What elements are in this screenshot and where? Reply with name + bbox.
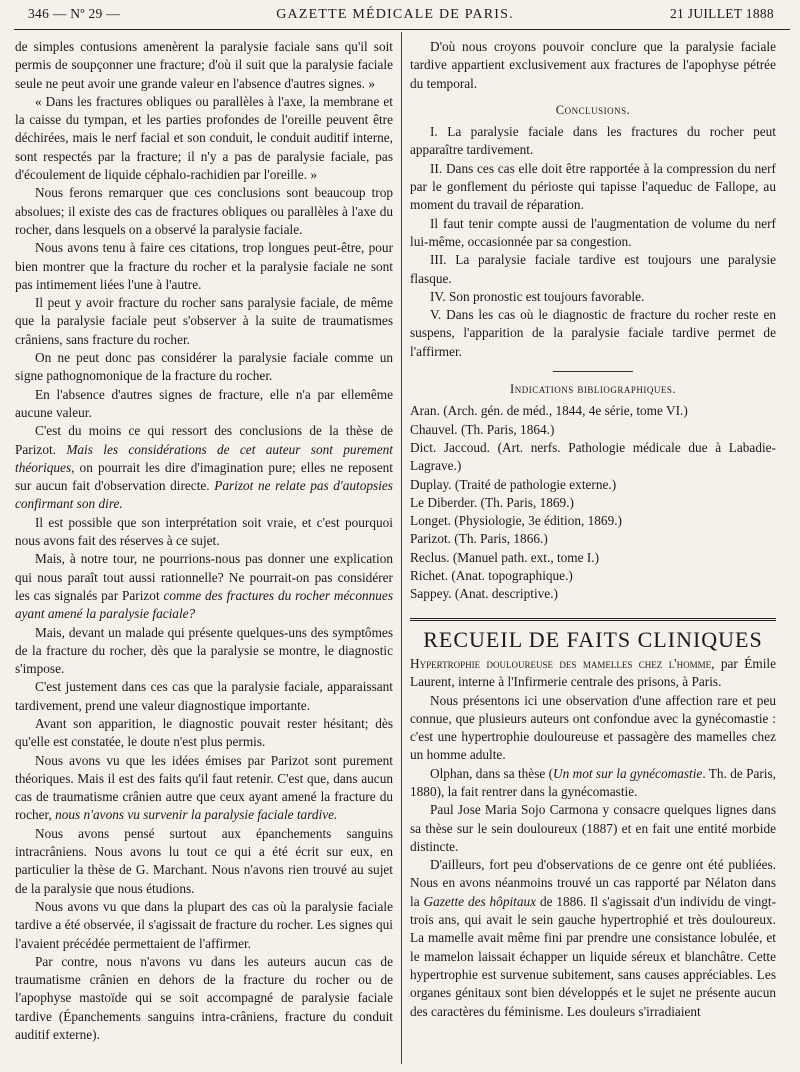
bibliography-entry: Parizot. (Th. Paris, 1866.) (410, 531, 548, 547)
paragraph: Il peut y avoir fracture du rocher sans paralysie faciale, de même que la paralysie faciale peut s'observer à la suite de traumatismes crâniens, sans fracture du rocher. (15, 295, 393, 347)
paragraph: Nous présentons ici une observation d'une affection rare et peu connue, que plusieurs auteurs ont confondue avec la gynécomastie : c'est une hypertrophie douloureuse et passagère des mamelles chez un homme adulte. (410, 692, 776, 763)
section-rule (553, 371, 633, 372)
paragraph: de simples contusions amenèrent la paralysie faciale sans qu'il soit permis de soupçonner une fracture; d'où il suit que la paralysie faciale seule ne peut avoir une grande valeur en l'absence d'autres signes. » (15, 39, 393, 91)
paragraph: « Dans les fractures obliques ou parallèles à l'axe, la membrane et la caisse du tympan, et les parties profondes de l'oreille peuvent être déchirées, mais le nerf facial et son conduit, le conduit auditif interne, sont respectés par la fracture; il n'y a pas de paralysie faciale, pas d'écoulement de liquide céphalo-rachidien par l'oreille. » (15, 93, 393, 183)
paragraph: En l'absence d'autres signes de fracture, elle n'a par ellemême aucune valeur. (15, 386, 393, 420)
conclusion-item: II. Dans ces cas elle doit être rapportée à la compression du nerf par le gonflement du périoste qui tapisse l'aqueduc de Fallope, au moment du travail de réparation. (410, 160, 776, 213)
left-column (15, 38, 393, 1044)
paragraph: Nous avons pensé surtout aux épanchements sanguins intracrâniens. Nous avons lu tout ce qui a été écrit sur eux, en particulier la thèse de G. Marchant. Nous n'avons rien trouvé au sujet de la paralysie que nous étudions. (15, 825, 393, 896)
paragraph: D'où nous croyons pouvoir conclure que la paralysie faciale tardive appartient exclusivement aux fractures de l'apophyse pétrée du temporal. (410, 39, 776, 91)
paragraph: Mais, à notre tour, ne pourrions-nous pas donner une explication qui nous paraît tout aussi rationnelle? Ne pourrait-on pas considérer les cas signalés par Parizot comme des fractures du rocher méconnues ayant amené la paralysie faciale? (15, 551, 393, 622)
page-number: 346 — Nº 29 — (28, 6, 121, 21)
paragraph: Nous avons tenu à faire ces citations, trop longues peut-être, pour bien montrer que la fracture du rocher et la paralysie faciale ne sont pas intimement liées l'une à l'autre. (15, 240, 393, 292)
paragraph: Nous avons vu que les idées émises par Parizot sont purement théoriques. Mais il est des faits qu'il faut retenir. C'est que, dans aucun cas de traumatisme crânien autre que ceux ayant amené la fracture du rocher, nous n'avons vu survenir la paralysie faciale tardive. (15, 752, 393, 823)
bibliography-list (410, 402, 776, 603)
conclusion-item: Il faut tenir compte aussi de l'augmentation de volume du nerf lui-même, occasionnée par sa congestion. (410, 215, 776, 249)
paragraph: D'ailleurs, fort peu d'observations de ce genre ont été publiées. Nous en avons néanmoins trouvé un cas rapporté par Nélaton dans la Gazette des hôpitaux de 1886. Il s'agissait d'un individu de vingt-trois ans, qui avait le sein gauche hypertrophié et très douloureux. La mamelle avait même fini par prendre une consistance lobulée, et le mamelon laissait échapper un liquide séreux et blanchâtre. Cette hypertrophie est survenue subitement, sans causes appréciables. Les organes génitaux sont bien développés et le sujet ne présente aucun des caractères du féminisme. Les douleurs s'irradiaient (410, 857, 777, 1019)
journal-title: GAZETTE MÉDICALE DE PARIS. (276, 7, 514, 22)
bibliography-heading: Indications bibliographiques. (510, 382, 676, 397)
bibliography-entry: Aran. (Arch. gén. de méd., 1844, 4e série, tome VI.) (410, 403, 688, 419)
paragraph: Il est possible que son interprétation soit vraie, et c'est pourquoi nous avons fait des réserves à ce sujet. (15, 514, 393, 549)
bibliography-entry: Richet. (Anat. topographique.) (410, 568, 573, 584)
paragraph: Par contre, nous n'avons vu dans les auteurs aucun cas de traumatisme crânien en dehors de la fracture du rocher ou de l'apophyse mastoïde qui se soit accompagné de paralysie faciale tardive (Épanchements sanguins intra-crâniens, fracture du conduit auditif externe). (15, 953, 393, 1043)
paragraph: Olphan, dans sa thèse (Un mot sur la gynécomastie. Th. de Paris, 1880), la fait rentrer dans la gynécomastie. (410, 765, 777, 799)
paragraph: Nous avons vu que dans la plupart des cas où la paralysie faciale tardive a été observée, il s'agissait de fracture du rocher. Les signes qui l'avaient précédée permettaient de l'affirmer. (15, 898, 393, 951)
section-double-rule (410, 618, 776, 621)
bibliography-entry: Duplay. (Traité de pathologie externe.) (410, 476, 617, 492)
paragraph: Mais, devant un malade qui présente quelques-uns des symptômes de la fracture du rocher, dès que la paralysie se montre, le diagnostic s'impose. (15, 624, 393, 677)
paragraph: Nous ferons remarquer que ces conclusions sont beaucoup trop absolues; il existe des cas de fractures obliques ou parallèles à l'axe du rocher, dans lesquels on a observé la paralysie faciale. (15, 185, 393, 237)
bibliography-entry: Dict. Jaccoud. (Art. nerfs. Pathologie médicale due à Labadie-Lagrave.) (410, 439, 776, 474)
bibliography-entry: Reclus. (Manuel path. ext., tome I.) (410, 549, 600, 565)
paragraph: Avant son apparition, le diagnostic pouvait rester hésitant; dès qu'elle est constatée, le doute n'est plus permis. (15, 715, 393, 750)
issue-date: 21 JUILLET 1888 (669, 6, 774, 21)
bibliography-entry: Sappey. (Anat. descriptive.) (410, 586, 558, 602)
bibliography-entry: Longet. (Physiologie, 3e édition, 1869.) (410, 513, 622, 529)
column-divider (401, 32, 402, 1064)
conclusion-item: IV. Son pronostic est toujours favorable. (430, 288, 645, 304)
conclusion-item: I. La paralysie faciale dans les fractures du rocher peut apparaître tardivement. (410, 124, 776, 158)
bibliography-entry: Le Diberder. (Th. Paris, 1869.) (410, 494, 574, 510)
case-heading: Hypertrophie douloureuse des mamelles chez l'homme, par Émile Laurent, interne à l'Infirmerie centrale des prisons, à Paris. (410, 655, 777, 690)
running-header (28, 6, 774, 30)
header-rule (14, 29, 790, 30)
conclusion-item: V. Dans les cas où le diagnostic de fracture du rocher reste en suspens, l'apparition de la paralysie faciale tardive permet de l'affirmer. (410, 307, 776, 359)
paragraph: Paul Jose Maria Sojo Carmona y consacre quelques lignes dans sa thèse sur le sein douloureux (1887) et en fait une entité morbide distincte. (410, 802, 776, 854)
conclusion-item: III. La paralysie faciale tardive est toujours une paralysie flasque. (410, 252, 776, 286)
right-column (410, 38, 776, 1021)
section-title: RECUEIL DE FAITS CLINIQUES (423, 626, 763, 652)
conclusions-heading: Conclusions. (555, 102, 631, 117)
paragraph: C'est du moins ce qui ressort des conclusions de la thèse de Parizot. Mais les considérations de cet auteur sont purement théoriques, on pourrait les dire d'imagination pure; elles ne reposent sur aucun fait d'observation directe. Parizot ne relate pas d'autopsies confirmant son dire. (15, 423, 394, 512)
bibliography-entry: Chauvel. (Th. Paris, 1864.) (410, 421, 555, 437)
paragraph: C'est justement dans ces cas que la paralysie faciale, apparaissant tardivement, prend une valeur diagnostique importante. (15, 679, 393, 713)
paragraph: On ne peut donc pas considérer la paralysie faciale comme un signe pathognomonique de la fracture du rocher. (15, 350, 393, 384)
